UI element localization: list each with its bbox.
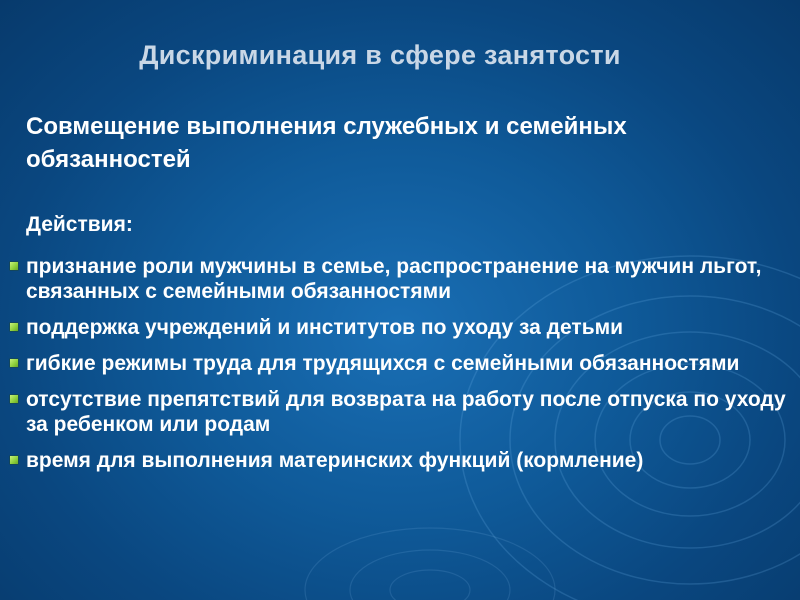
actions-heading: Действия: [26,213,133,236]
list-item [0,351,790,376]
square-bullet-icon [10,359,18,367]
slide-title: Дискриминация в сфере занятости [139,40,621,70]
list-item-text: время для выполнения материнских функций (кормление) [26,449,644,472]
square-bullet-icon [10,456,18,464]
list-item [0,315,790,340]
list-item-text: гибкие режимы труда для трудящихся с семейными обязанностями [26,352,740,375]
slide-subtitle: Совмещение выполнения служебных и семейных обязанностей [26,113,627,173]
list-item-text: поддержка учреждений и институтов по уходу за детьми [26,316,624,339]
actions-list [0,254,790,484]
list-item [0,448,790,473]
square-bullet-icon [10,395,18,403]
list-item [0,387,790,437]
square-bullet-icon [10,323,18,331]
list-item-text: признание роли мужчины в семье, распространение на мужчин льгот, связанных с семейными обязанностями [26,255,762,303]
list-item-text: отсутствие препятствий для возврата на работу после отпуска по уходу за ребенком или родам [26,388,786,436]
list-item [0,254,790,304]
square-bullet-icon [10,262,18,270]
